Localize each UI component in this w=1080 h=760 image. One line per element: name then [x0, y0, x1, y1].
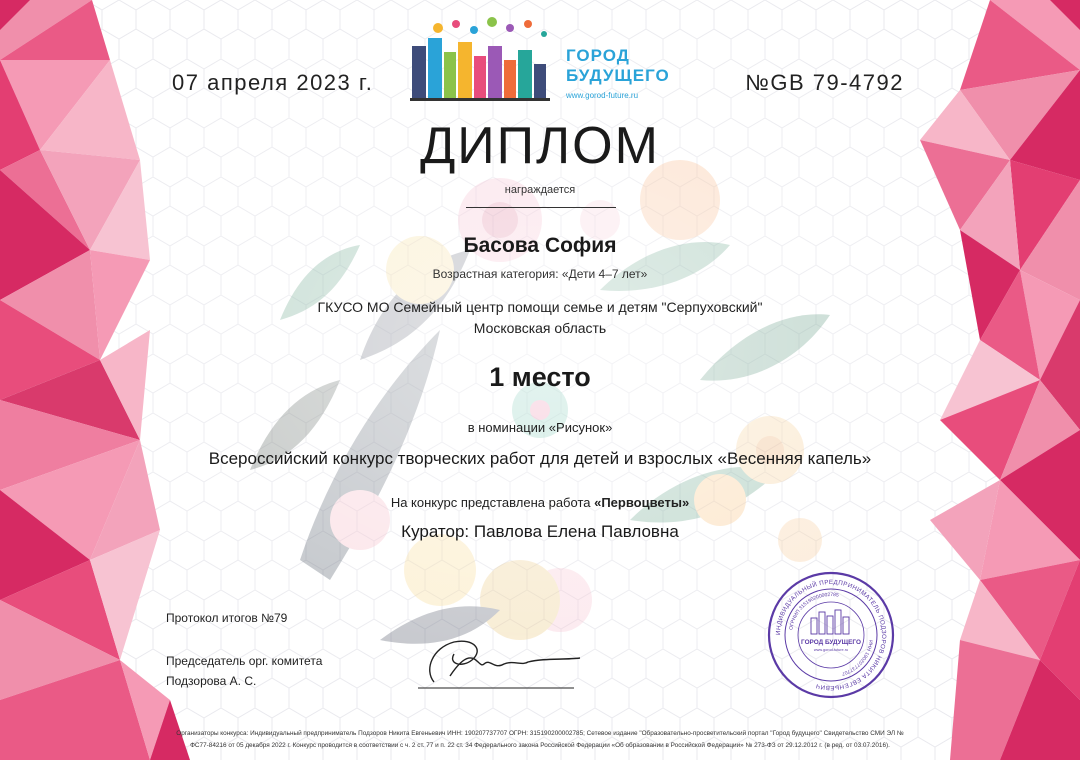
chair-name: Подзорова А. С.: [166, 674, 257, 688]
curator: Куратор: Павлова Елена Павловна: [401, 522, 679, 541]
stamp-inn: ИНН 190207737707: [840, 639, 874, 677]
issue-date: 07 апреля 2023 г.: [172, 70, 374, 95]
logo-title-line2: БУДУЩЕГО: [566, 66, 670, 85]
diploma-number: №GB 79-4792: [745, 70, 904, 95]
recipient-name: Басова София: [463, 234, 617, 257]
stamp-url: www.gorod-future.ru: [813, 648, 849, 652]
protocol-number: Протокол итогов №79: [166, 611, 288, 625]
stamp-ring-text: ИНДИВИДУАЛЬНЫЙ ПРЕДПРИНИМАТЕЛЬ ПОДЗОРОВ НИКИТА ЕВГЕНЬЕВИЧ: [774, 578, 888, 692]
signature-image: [414, 630, 584, 694]
submitted-work-prefix: На конкурс представлена работа: [390, 495, 595, 510]
logo-url: www.gorod-future.ru: [566, 91, 639, 100]
stamp-center-text: ГОРОД БУДУЩЕГО: [801, 639, 861, 646]
contest-name: Всероссийский конкурс творческих работ для детей и взрослых «Весенняя капель»: [208, 449, 872, 468]
region: Московская область: [473, 320, 607, 336]
logo-title-line1: ГОРОД: [566, 46, 630, 65]
submitted-work: [0, 495, 1080, 510]
age-category: Возрастная категория: «Дети 4–7 лет»: [432, 267, 648, 281]
place-award: 1 место: [489, 362, 591, 392]
footer-line1: Организаторы конкурса: Индивидуальный предприниматель Подзоров Никита Евгеньевич ИНН: 190207737707 ОГРН: 315190200002785; Сетевое издание "Образовательно-просветительский портал "Город будущего" Свидетельство СМИ ЭЛ №: [176, 730, 904, 737]
nomination: в номинации «Рисунок»: [467, 420, 613, 435]
organization: ГКУСО МО Семейный центр помощи семье и детям "Серпуховский": [317, 299, 763, 315]
footer-line2: ФС77-84216 от 05 декабря 2022 г. Конкурс проводится в соответствии с ч. 2 ст. 77 и п. 22 ст. 34 Федерального закона Российской Федерации «Об образовании в Российской Федерации» № 273-ФЗ от 29.12.2012 г. (в ред. от 03.07.2016).: [190, 742, 890, 749]
awarded-caption: награждается: [504, 184, 576, 196]
divider-line: [466, 207, 616, 208]
stamp-ogrnip: ОГРНИП 315190200002785: [788, 591, 840, 631]
submitted-work-title: «Первоцветы»: [594, 495, 690, 510]
diploma-title: ДИПЛОМ: [420, 117, 660, 175]
official-stamp: [766, 570, 896, 700]
chair-label: Председатель орг. комитета: [166, 654, 323, 668]
